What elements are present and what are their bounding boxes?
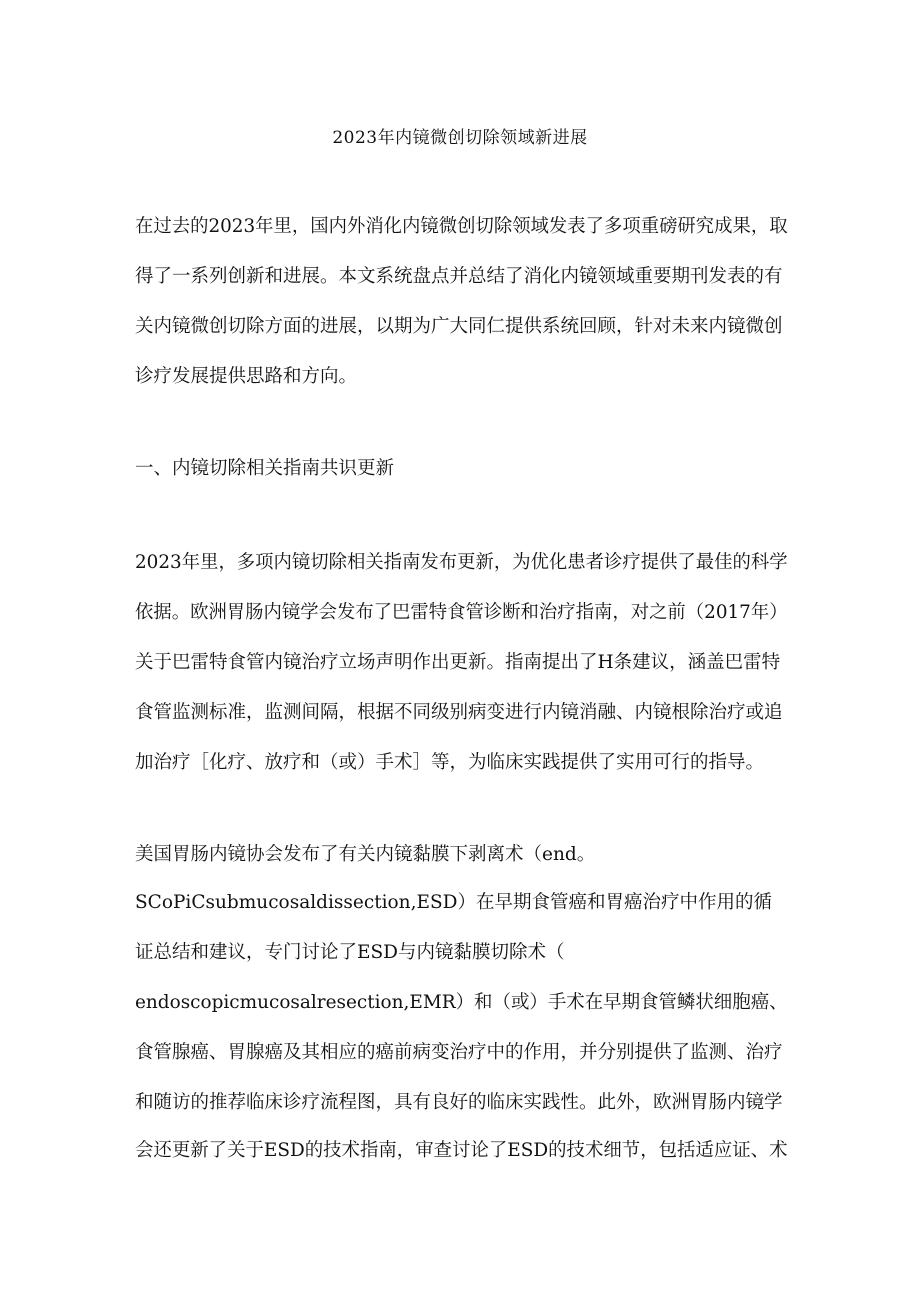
para2-line-4: endoscopicmucosalresection,EMR）和（或）手术在早期食管鳞状细胞癌、 bbox=[135, 992, 788, 1013]
section-heading: 一、内镜切除相关指南共识更新 bbox=[135, 458, 395, 479]
para1-line-1: 2023年里，多项内镜切除相关指南发布更新，为优化患者诊疗提供了最佳的科学 bbox=[135, 552, 788, 573]
para2-line-5: 食管腺癌、胃腺癌及其相应的癌前病变治疗中的作用，并分别提供了监测、治疗 bbox=[135, 1042, 783, 1063]
para1-line-4: 食管监测标准，监测间隔，根据不同级别病变进行内镜消融、内镜根除治疗或追 bbox=[135, 702, 783, 723]
para1-line-5: 加治疗［化疗、放疗和（或）手术］等，为临床实践提供了实用可行的指导。 bbox=[135, 752, 765, 773]
para1-line-3: 关于巴雷特食管内镜治疗立场声明作出更新。指南提出了H条建议，涵盖巴雷特 bbox=[135, 652, 781, 673]
para2-line-1: 美国胃肠内镜协会发布了有关内镜黏膜下剥离术（end。 bbox=[135, 844, 596, 865]
para1-line-2: 依据。欧洲胃肠内镜学会发布了巴雷特食管诊断和治疗指南，对之前（2017年） bbox=[135, 602, 788, 623]
intro-line-3: 关内镜微创切除方面的进展，以期为广大同仁提供系统回顾，针对未来内镜微创 bbox=[135, 316, 783, 337]
para2-line-3: 证总结和建议，专门讨论了ESD与内镜黏膜切除术（ bbox=[135, 942, 565, 963]
intro-line-4: 诊疗发展提供思路和方向。 bbox=[135, 366, 358, 387]
intro-line-2: 得了一系列创新和进展。本文系统盘点并总结了消化内镜领域重要期刊发表的有 bbox=[135, 266, 783, 287]
page-title: 2023年内镜微创切除领域新进展 bbox=[332, 128, 588, 148]
para2-line-7: 会还更新了关于ESD的技术指南，审查讨论了ESD的技术细节，包括适应证、术 bbox=[135, 1140, 788, 1161]
intro-line-1: 在过去的2023年里，国内外消化内镜微创切除领域发表了多项重磅研究成果，取 bbox=[135, 216, 788, 237]
para2-line-6: 和随访的推荐临床诊疗流程图，具有良好的临床实践性。此外，欧洲胃肠内镜学 bbox=[135, 1092, 783, 1113]
para2-line-2: SCoPiCsubmucosaldissection,ESD）在早期食管癌和胃癌治疗中作用的循 bbox=[135, 892, 772, 913]
